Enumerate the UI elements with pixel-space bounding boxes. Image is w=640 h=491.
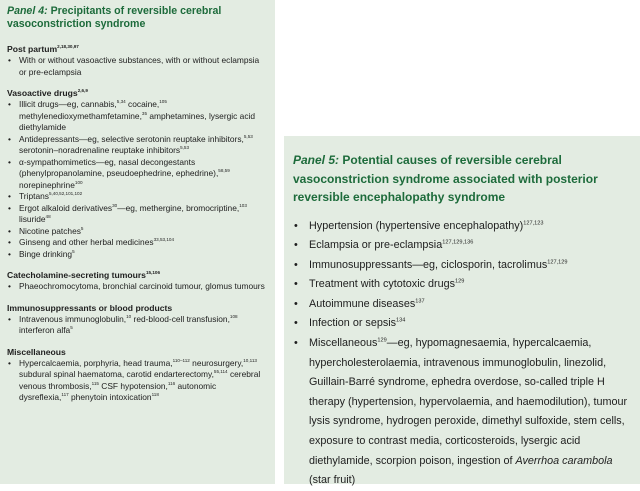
list-item: • Immunosuppressants—eg, ciclosporin, tacrolimus$^{127,129}$ bbox=[293, 256, 632, 276]
list-item: • α-sympathomimetics—eg, nasal decongestants (phenylpropanolamine, pseudoephedrine, ephedrine),$^{58,59}$ norepinephrine$^{100}$ bbox=[7, 157, 268, 192]
panel-4-title: Panel 4: Precipitants of reversible cerebral vasoconstriction syndrome bbox=[7, 5, 222, 30]
list-item: • Nicotine patches$^5$ bbox=[7, 226, 268, 238]
section-catecholamine-tumours bbox=[7, 270, 268, 293]
section-miscellaneous bbox=[7, 347, 268, 404]
panel-5-title: Panel 5: Potential causes of reversible cerebral vasoconstriction syndrome associated with posterior reversible encephalopathy syndrome bbox=[293, 153, 598, 204]
list-item: • Binge drinking$^5$ bbox=[7, 249, 268, 261]
list-item: • Intravenous immunoglobulin,$^{10}$ red-blood-cell transfusion,$^{108}$ interferon alfa$^5$ bbox=[7, 314, 268, 337]
panel-5 bbox=[284, 136, 640, 487]
section-title: Vasoactive drugs$^{2,6,9}$ bbox=[7, 88, 88, 98]
section-title: Catecholamine-secreting tumours$^{15,106}$ bbox=[7, 270, 161, 280]
list-item: • Triptans$^{5,40,52,101,102}$ bbox=[7, 191, 268, 203]
list-item: • Ginseng and other herbal medicines$^{33,53,104}$ bbox=[7, 237, 268, 249]
list-item: • Illicit drugs—eg, cannabis,$^{5,34}$ cocaine,$^{105}$ methylenedioxymethamfetamine,$^{35}$ amphetamines, lysergic acid diethylamide bbox=[7, 99, 268, 134]
list-item: • With or without vasoactive substances, with or without eclampsia or pre-eclampsia bbox=[7, 55, 268, 78]
section-post-partum bbox=[7, 44, 268, 78]
list-item: • Hypercalcaemia, porphyria, head trauma,$^{110-112}$ neurosurgery,$^{10,113}$ subdural spinal haematoma, carotid endarterectomy,$^{55,114}$ cerebral venous thrombosis,$^{115}$ CSF hypotension,$^{116}$ autonomic dysreflexia,$^{117}$ phenytoin intoxication$^{118}$ bbox=[7, 358, 268, 404]
list-item: • Treatment with cytotoxic drugs$^{129}$ bbox=[293, 275, 632, 295]
section-vasoactive-drugs bbox=[7, 88, 268, 260]
list-item: • Miscellaneous$^{129}$—eg, hypomagnesaemia, hypercalcaemia, hypercholesterolaemia, intravenous immunoglobulin, linezolid, Guillain-Barré syndrome, ephedra overdose, so-called triple H therapy (hypertension, hypervolaemia, and haemodilution), tumour lysis syndrome, hydrogen peroxide, dimethyl sulfoxide, stem cells, exposure to contrast media, corticosteroids, lysergic acid diethylamide, scorpion poison, ingestion of Averrhoa carambola (star fruit) bbox=[293, 334, 632, 491]
section-title: Miscellaneous bbox=[7, 346, 66, 357]
list-item: • Ergot alkaloid derivatives$^{30}$—eg, methergine, bromocriptine,$^{103}$ lisuride$^{48}$ bbox=[7, 203, 268, 226]
list-item: • Infection or sepsis$^{134}$ bbox=[293, 314, 632, 334]
section-title: Post partum$^{2,18,30,97}$ bbox=[7, 44, 79, 54]
list-item: • Phaeochromocytoma, bronchial carcinoid tumour, glomus tumours bbox=[7, 281, 268, 293]
list-item: • Hypertension (hypertensive encephalopathy)$^{127,123}$ bbox=[293, 217, 632, 237]
list-item: • Autoimmune diseases$^{137}$ bbox=[293, 295, 632, 315]
panel-4 bbox=[0, 0, 275, 484]
list-item: • Eclampsia or pre-eclampsia$^{127,129,136}$ bbox=[293, 236, 632, 256]
list-item: • Antidepressants—eg, selective serotonin reuptake inhibitors,$^{5,53}$ serotonin–noradrenaline reuptake inhibitors$^{5,53}$ bbox=[7, 134, 268, 157]
section-title: Immunosuppressants or blood products bbox=[7, 302, 173, 313]
section-immunosuppressants bbox=[7, 303, 268, 337]
